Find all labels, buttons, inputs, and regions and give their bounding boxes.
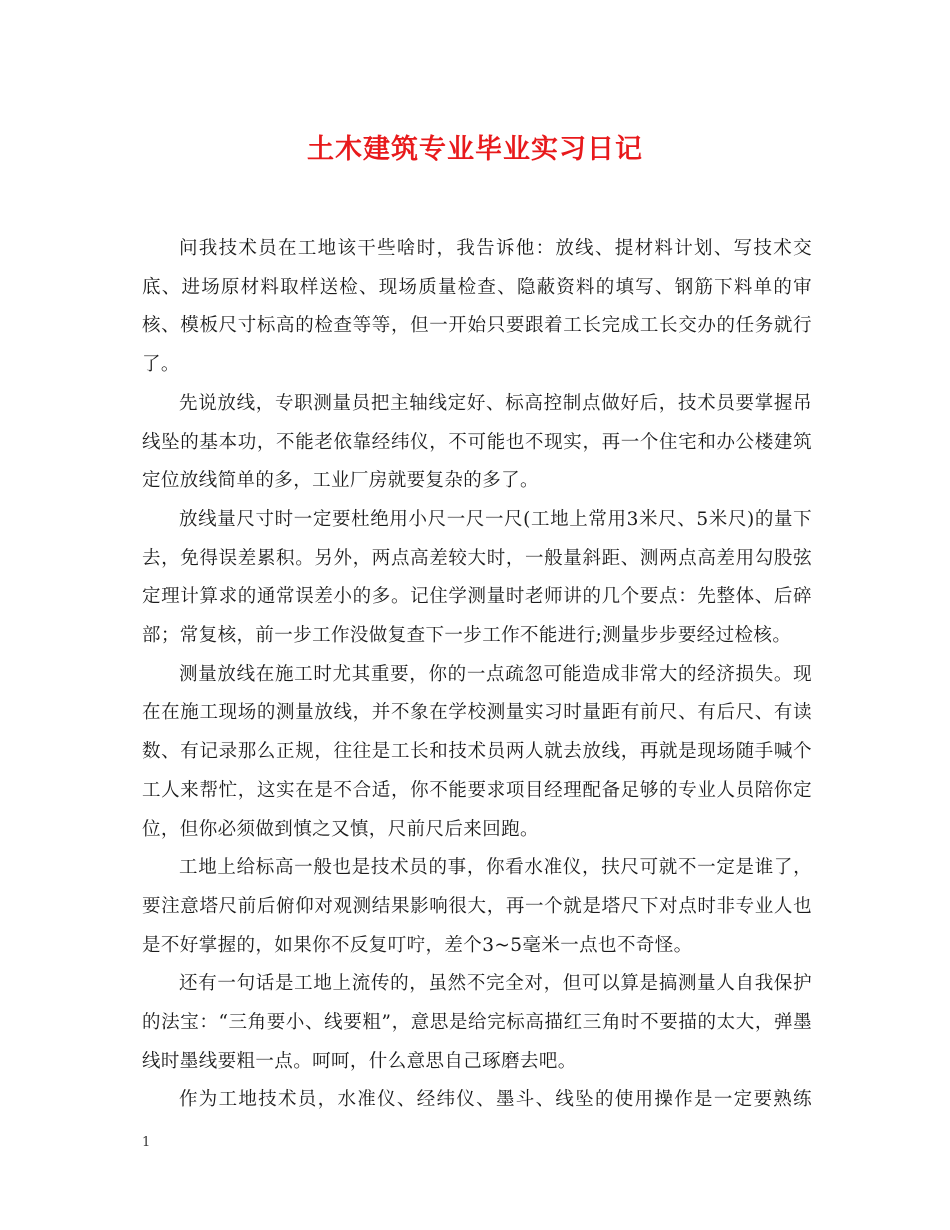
paragraph: 测量放线在施工时尤其重要，你的一点疏忽可能造成非常大的经济损失。现在在施工现场的测量放线，并不象在学校测量实习时量距有前尺、有后尺、有读数、有记录那么正规，往往是工长和技术员两人就去放线，再就是现场随手喊个工人来帮忙，这实在是不合适，你不能要求项目经理配备足够的专业人员陪你定位，但你必须做到慎之又慎，尺前尺后来回跑。 <box>142 663 812 840</box>
paragraph: 工地上给标高一般也是技术员的事，你看水准仪，扶尺可就不一定是谁了，要注意塔尺前后俯仰对观测结果影响很大，再一个就是塔尺下对点时非专业人也是不好掌握的，如果你不反复叮咛，差个3~5毫米一点也不奇怪。 <box>142 857 812 956</box>
document-title: 土木建筑专业毕业实习日记 <box>307 134 643 165</box>
paragraph: 还有一句话是工地上流传的，虽然不完全对，但可以算是搞测量人自我保护的法宝：“三角要小、线要粗”，意思是给完标高描红三角时不要描的太大，弹墨线时墨线要粗一点。呵呵，什么意思自己琢磨去吧。 <box>142 973 812 1072</box>
paragraph: 作为工地技术员，水准仪、经纬仪、墨斗、线坠的使用操作是一定要熟练 <box>179 1089 812 1110</box>
paragraph: 问我技术员在工地该干些啥时，我告诉他：放线、提材料计划、写技术交底、进场原材料取样送检、现场质量检查、隐蔽资料的填写、钢筋下料单的审核、模板尺寸标高的检查等等，但一开始只要跟着工长完成工长交办的任务就行了。 <box>142 238 812 376</box>
paragraph: 先说放线，专职测量员把主轴线定好、标高控制点做好后，技术员要掌握吊线坠的基本功，不能老依靠经纬仪，不可能也不现实，再一个住宅和办公楼建筑定位放线简单的多，工业厂房就要复杂的多了。 <box>142 392 812 492</box>
document-body <box>142 230 812 1110</box>
paragraph: 放线量尺寸时一定要杜绝用小尺一尺一尺(工地上常用3米尺、5米尺)的量下去，免得误差累积。另外，两点高差较大时，一般量斜距、测两点高差用勾股弦定理计算求的通常误差小的多。记住学测量时老师讲的几个要点：先整体、后碎部；常复核，前一步工作没做复查下一步工作不能进行;测量步步要经过检核。 <box>142 508 812 647</box>
page-number: 1 <box>142 1135 151 1150</box>
